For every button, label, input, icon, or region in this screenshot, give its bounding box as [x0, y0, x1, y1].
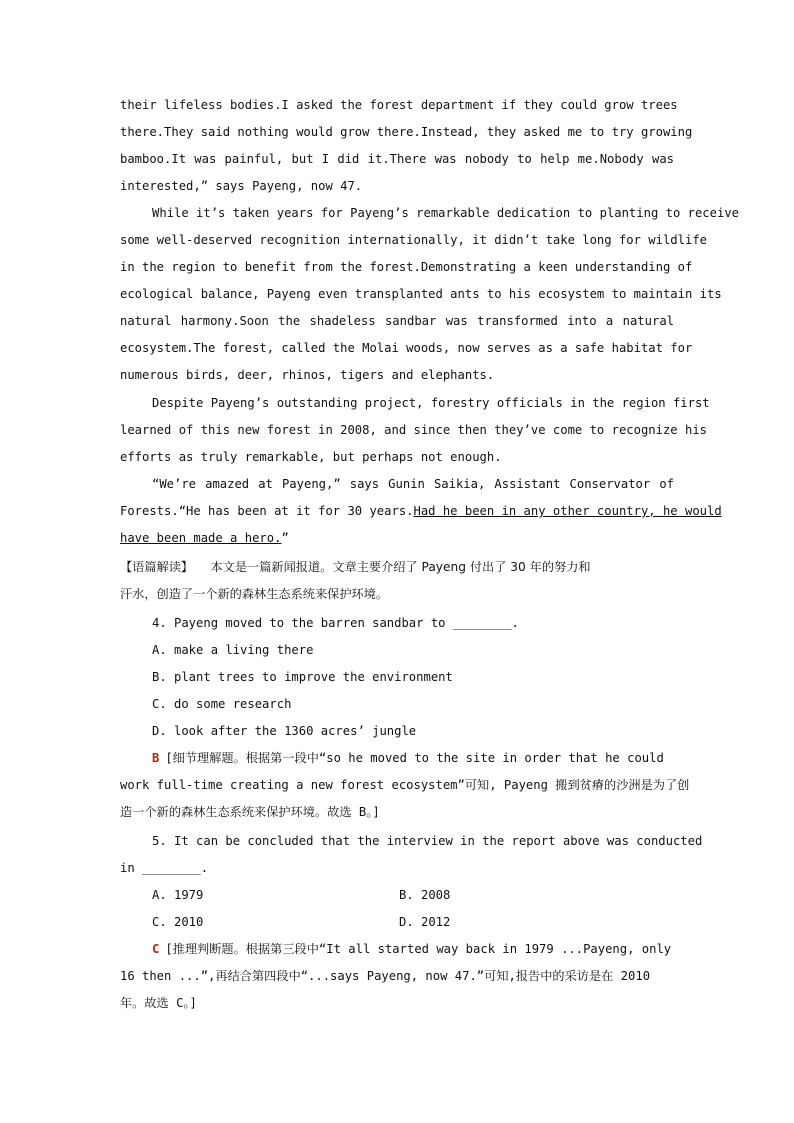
passage-p2-line-2: some well-deserved recognition internationally, it didn’t take long for wildlife	[120, 233, 707, 247]
q5-option-b: B. 2008	[399, 888, 451, 902]
passage-p2-line-7: numerous birds, deer, rhinos, tigers and elephants.	[120, 368, 495, 382]
q5-explain-line-2: 16 then ...”,再结合第四段中“...says Payeng, now 47.”可知,报告中的采访是在 2010	[120, 969, 651, 983]
q4-explain-line-2: work full-time creating a new forest ecosystem”可知, Payeng 搬到贫瘠的沙洲是为了创	[120, 778, 690, 792]
q4-explain-text-1: [细节理解题。根据第一段中“so he moved to the site in order that he could	[165, 751, 664, 765]
analysis-line-2: 汗水，创造了一个新的森林生态系统来保护环境。	[120, 587, 389, 601]
passage-p4-line-3	[120, 525, 289, 552]
q4-option-a: A. make a living there	[152, 643, 314, 657]
q5-explain-line-1	[152, 936, 674, 963]
q5-stem-line-1: 5. It can be concluded that the interview in the report above was conducted	[152, 834, 703, 848]
passage-p2-line-5: natural harmony.Soon the shadeless sandbar was transformed into a natural	[120, 314, 674, 328]
q4-option-c: C. do some research	[152, 697, 292, 711]
passage-p2-line-3: in the region to benefit from the forest.Demonstrating a keen understanding of	[120, 260, 693, 274]
passage-p2-line-4: ecological balance, Payeng even transplanted ants to his ecosystem to maintain its	[120, 287, 722, 301]
q4-stem: 4. Payeng moved to the barren sandbar to ________.	[152, 616, 519, 630]
q5-explain-line-3: 年。故选 C。]	[120, 996, 197, 1010]
analysis-line-1	[120, 554, 591, 581]
passage-p2-line-6: ecosystem.The forest, called the Molai woods, now serves as a safe habitat for	[120, 341, 693, 355]
passage-p4-underlined-1: Had he been in any other country, he would	[413, 504, 722, 518]
passage-p4-line-1: “We’re amazed at Payeng,” says Gunin Saikia, Assistant Conservator of	[152, 477, 674, 491]
q4-answer: B	[152, 751, 160, 765]
analysis-label: 【语篇解读】	[120, 560, 194, 574]
q4-explain-line-1	[152, 745, 674, 772]
passage-p1-line-4: interested,” says Payeng, now 47.	[120, 179, 363, 193]
passage-p4-underlined-2: have been made a hero.	[120, 531, 282, 545]
passage-p2-line-1: While it’s taken years for Payeng’s remarkable dedication to planting to receive	[152, 206, 739, 220]
passage-p3-line-1: Despite Payeng’s outstanding project, forestry officials in the region first	[152, 396, 710, 410]
q5-stem-line-2: in ________.	[120, 861, 209, 875]
q5-option-c: C. 2010	[152, 915, 204, 929]
passage-p4-tail: ”	[281, 531, 289, 545]
passage-p4-plain: Forests.“He has been at it for 30 years.	[120, 504, 414, 518]
passage-p3-line-3: efforts as truly remarkable, but perhaps not enough.	[120, 450, 502, 464]
passage-p1-line-3: bamboo.It was painful, but I did it.There was nobody to help me.Nobody was	[120, 152, 674, 166]
analysis-text-1: 本文是一篇新闻报道。文章主要介绍了 Payeng 付出了 30 年的努力和	[210, 560, 591, 574]
passage-p3-line-2: learned of this new forest in 2008, and since then they’ve come to recognize his	[120, 423, 707, 437]
q4-explain-line-3: 造一个新的森林生态系统来保护环境。故选 B。]	[120, 805, 380, 819]
q5-answer: C	[152, 942, 160, 956]
passage-p1-line-2: there.They said nothing would grow there.Instead, they asked me to try growing	[120, 125, 693, 139]
q5-explain-text-1: [推理判断题。根据第三段中“It all started way back in 1979 ...Payeng, only	[165, 942, 672, 956]
passage-p4-line-2	[120, 498, 722, 525]
q5-option-a: A. 1979	[152, 888, 204, 902]
q5-option-d: D. 2012	[399, 915, 451, 929]
q4-option-d: D. look after the 1360 acres’ jungle	[152, 724, 417, 738]
q4-option-b: B. plant trees to improve the environment	[152, 670, 453, 684]
passage-p1-line-1: their lifeless bodies.I asked the forest department if they could grow trees	[120, 98, 678, 112]
